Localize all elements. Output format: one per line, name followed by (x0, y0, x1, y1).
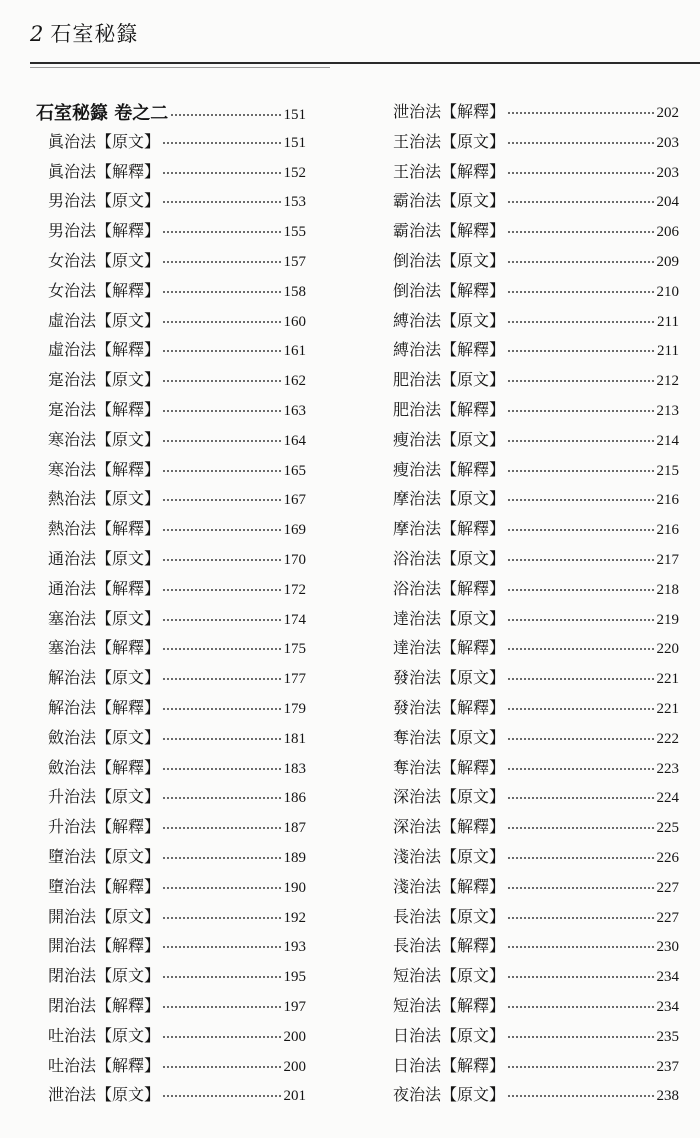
toc-entry[interactable] (36, 218, 306, 248)
toc-entry-page: 211 (657, 343, 679, 360)
toc-entry-page: 181 (283, 730, 306, 747)
toc-entry[interactable] (36, 933, 306, 963)
toc-entry[interactable] (393, 1023, 679, 1053)
toc-entry-page: 210 (656, 283, 679, 300)
toc-entry[interactable] (393, 516, 679, 546)
toc-entry-page: 174 (283, 611, 306, 628)
toc-entry-page: 238 (656, 1088, 679, 1105)
dot-leader (163, 1006, 280, 1008)
toc-entry[interactable] (393, 814, 679, 844)
toc-entry[interactable] (393, 486, 679, 516)
toc-entry-page: 160 (283, 313, 306, 330)
toc-entry[interactable] (36, 308, 306, 338)
dot-leader (508, 350, 654, 352)
toc-entry-page: 190 (283, 879, 306, 896)
toc-entry-page: 189 (283, 849, 306, 866)
toc-entry-title: 瘦治法【解釋】 (393, 459, 506, 479)
toc-entry-page: 186 (283, 790, 306, 807)
toc-entry-page: 187 (283, 820, 306, 837)
toc-entry-page: 215 (656, 462, 679, 479)
toc-entry[interactable] (393, 1082, 679, 1112)
toc-heading-page: 151 (283, 107, 306, 123)
toc-entry-title: 寒治法【解釋】 (48, 459, 161, 479)
toc-entry-page: 211 (657, 313, 679, 330)
toc-entry[interactable] (36, 546, 306, 576)
toc-entry[interactable] (393, 308, 679, 338)
toc-entry[interactable] (36, 725, 306, 755)
dot-leader (163, 350, 280, 352)
toc-entry-page: 179 (283, 700, 306, 717)
toc-entry-title: 達治法【解釋】 (393, 638, 506, 658)
toc-entry-page: 175 (283, 641, 306, 658)
toc-entry-title: 女治法【原文】 (48, 250, 161, 270)
toc-entry-title: 寔治法【解釋】 (48, 399, 161, 419)
toc-entry[interactable] (36, 665, 306, 695)
dot-leader (163, 827, 280, 829)
toc-entry-title: 男治法【解釋】 (48, 221, 161, 241)
dot-leader (508, 321, 654, 323)
toc-entry-title: 霸治法【原文】 (393, 191, 506, 211)
toc-entry-page: 165 (283, 462, 306, 479)
toc-entry-title: 泄治法【解釋】 (393, 102, 506, 121)
toc-entry[interactable] (36, 844, 306, 874)
toc-entry-title: 達治法【原文】 (393, 608, 506, 628)
dot-leader (163, 410, 280, 412)
dot-leader (508, 857, 653, 859)
toc-entry-title: 倒治法【解釋】 (393, 280, 506, 300)
toc-entry[interactable] (36, 874, 306, 904)
toc-entry-page: 209 (656, 253, 679, 270)
toc-entry-title: 泄治法【原文】 (48, 1085, 161, 1105)
toc-entry-title: 日治法【解釋】 (393, 1055, 506, 1075)
dot-leader (508, 678, 653, 680)
toc-entry-title: 通治法【原文】 (48, 548, 161, 568)
toc-entry-title: 霸治法【解釋】 (393, 221, 506, 241)
toc-entry-page: 203 (656, 134, 679, 151)
dot-leader (508, 648, 653, 650)
toc-entry-page: 216 (656, 492, 679, 509)
dot-leader (508, 1095, 653, 1097)
toc-entry-title: 斂治法【解釋】 (48, 757, 161, 777)
toc-entry-page: 221 (656, 671, 679, 688)
toc-entry[interactable] (393, 397, 679, 427)
dot-leader (508, 976, 653, 978)
toc-entry-title: 虛治法【原文】 (48, 310, 161, 330)
toc-entry-title: 開治法【原文】 (48, 906, 161, 926)
toc-entry-page: 169 (283, 522, 306, 539)
toc-entry[interactable] (36, 755, 306, 785)
dot-leader (163, 946, 280, 948)
toc-entry[interactable] (393, 427, 679, 457)
dot-leader (163, 529, 280, 531)
dot-leader (163, 172, 280, 174)
toc-entry[interactable] (36, 695, 306, 725)
header-rule-thin (30, 67, 330, 68)
dot-leader (508, 827, 653, 829)
toc-entry-page: 164 (283, 432, 306, 449)
toc-entry-title: 通治法【解釋】 (48, 578, 161, 598)
dot-leader (163, 321, 280, 323)
toc-entry[interactable] (393, 1053, 679, 1083)
toc-entry-page: 183 (283, 760, 306, 777)
toc-entry-page: 214 (656, 432, 679, 449)
toc-entry-title: 吐治法【原文】 (48, 1025, 161, 1045)
dot-leader (508, 1036, 653, 1038)
toc-entry[interactable] (36, 516, 306, 546)
toc-entry-title: 縛治法【解釋】 (393, 340, 506, 360)
toc-entry-page: 225 (656, 820, 679, 837)
toc-entry[interactable] (393, 218, 679, 248)
toc-entry-page: 234 (656, 998, 679, 1015)
toc-entry-title: 墮治法【解釋】 (48, 876, 161, 896)
toc-entry-title: 男治法【原文】 (48, 191, 161, 211)
toc-entry-title: 深治法【解釋】 (393, 817, 506, 837)
toc-entry[interactable] (393, 844, 679, 874)
toc-entry-title: 升治法【解釋】 (48, 817, 161, 837)
dot-leader (163, 1036, 280, 1038)
toc-entry-title: 夜治法【原文】 (393, 1085, 506, 1105)
toc-entry-page: 201 (283, 1088, 306, 1105)
toc-entry[interactable] (36, 129, 306, 159)
dot-leader (508, 589, 653, 591)
dot-leader (508, 559, 653, 561)
toc-entry-title: 摩治法【原文】 (393, 489, 506, 509)
dot-leader (508, 440, 653, 442)
toc-entry[interactable] (393, 874, 679, 904)
dot-leader (163, 619, 280, 621)
toc-entry-page: 212 (656, 373, 679, 390)
dot-leader (163, 708, 280, 710)
toc-entry-page: 162 (283, 373, 306, 390)
toc-entry[interactable] (36, 188, 306, 218)
toc-entry[interactable] (36, 635, 306, 665)
toc-entry-title: 閉治法【解釋】 (48, 995, 161, 1015)
toc-entry-page: 227 (656, 879, 679, 896)
toc-entry[interactable] (36, 159, 306, 189)
toc-entry[interactable] (393, 367, 679, 397)
toc-entry[interactable] (393, 993, 679, 1023)
dot-leader (163, 589, 280, 591)
toc-entry[interactable] (36, 367, 306, 397)
toc-entry[interactable] (393, 725, 679, 755)
toc-entry-title: 倒治法【原文】 (393, 250, 506, 270)
page-number: 2 (30, 22, 45, 46)
dot-leader (508, 499, 653, 501)
dot-leader (508, 797, 653, 799)
dot-leader (163, 499, 280, 501)
dot-leader (508, 619, 653, 621)
dot-leader (508, 1006, 653, 1008)
toc-entry-page: 230 (656, 939, 679, 956)
toc-entry-page: 177 (283, 671, 306, 688)
toc-entry-page: 213 (656, 402, 679, 419)
toc-entry-page: 234 (656, 969, 679, 986)
toc-entry[interactable] (393, 784, 679, 814)
toc-entry-page: 226 (656, 849, 679, 866)
dot-leader (508, 529, 653, 531)
toc-entry[interactable] (36, 1023, 306, 1053)
toc-entry-title: 虛治法【解釋】 (48, 340, 161, 360)
toc-entry-title: 發治法【解釋】 (393, 697, 506, 717)
toc-entry-title: 寒治法【原文】 (48, 429, 161, 449)
toc-entry-title: 日治法【原文】 (393, 1025, 506, 1045)
dot-leader (163, 1095, 280, 1097)
dot-leader (163, 648, 280, 650)
dot-leader (508, 470, 653, 472)
toc-entry-page: 172 (283, 581, 306, 598)
toc-entry[interactable] (393, 248, 679, 278)
toc-entry-title: 閉治法【原文】 (48, 966, 161, 986)
toc-entry-page: 200 (283, 1028, 306, 1045)
toc-entry[interactable] (393, 576, 679, 606)
dot-leader (163, 380, 280, 382)
dot-leader (508, 1066, 653, 1068)
toc-entry-page: 195 (283, 969, 306, 986)
toc-entry-page: 157 (283, 253, 306, 270)
toc-entry-page: 158 (283, 283, 306, 300)
toc-entry-page: 204 (656, 194, 679, 211)
dot-leader (163, 559, 280, 561)
toc-section-heading[interactable] (36, 99, 306, 129)
toc-entry-title: 短治法【原文】 (393, 966, 506, 986)
toc-entry-page: 219 (656, 611, 679, 628)
toc-entry-title: 長治法【解釋】 (393, 936, 506, 956)
toc-entry[interactable] (36, 814, 306, 844)
dot-leader (508, 291, 653, 293)
toc-entry-page: 163 (283, 402, 306, 419)
toc-entry[interactable] (36, 248, 306, 278)
book-title: 石室秘籙 (50, 22, 139, 46)
toc-column-right (393, 99, 679, 1112)
toc-entry-title: 長治法【原文】 (393, 906, 506, 926)
dot-leader (163, 440, 280, 442)
toc-entry[interactable] (393, 635, 679, 665)
toc-entry-title: 肥治法【原文】 (393, 370, 506, 390)
dot-leader (508, 708, 653, 710)
dot-leader (171, 114, 280, 116)
toc-entry[interactable] (393, 665, 679, 695)
toc-entry-page: 197 (283, 998, 306, 1015)
dot-leader (163, 291, 280, 293)
dot-leader (163, 142, 280, 144)
toc-entry-page: 227 (656, 909, 679, 926)
dot-leader (163, 887, 280, 889)
toc-entry-page: 192 (283, 909, 306, 926)
toc-entry[interactable] (36, 457, 306, 487)
toc-entry-title: 瘦治法【原文】 (393, 429, 506, 449)
toc-entry-title: 浴治法【解釋】 (393, 578, 506, 598)
toc-entry[interactable] (393, 933, 679, 963)
toc-entry[interactable] (36, 337, 306, 367)
toc-entry-title: 奪治法【解釋】 (393, 757, 506, 777)
toc-entry[interactable] (393, 159, 679, 189)
toc-entry-page: 161 (283, 343, 306, 360)
toc-entry-page: 217 (656, 551, 679, 568)
toc-entry[interactable] (393, 963, 679, 993)
toc-entry-title: 奪治法【原文】 (393, 727, 506, 747)
dot-leader (508, 142, 653, 144)
toc-entry-title: 寔治法【原文】 (48, 370, 161, 390)
toc-entry[interactable] (393, 129, 679, 159)
toc-entry-title: 眞治法【原文】 (48, 131, 161, 151)
running-header (30, 18, 138, 48)
toc-entry[interactable] (36, 606, 306, 636)
dot-leader (508, 887, 653, 889)
toc-entry-title: 解治法【解釋】 (48, 697, 161, 717)
toc-entry[interactable] (393, 755, 679, 785)
toc-entry-title: 發治法【原文】 (393, 668, 506, 688)
dot-leader (163, 470, 280, 472)
toc-heading-title: 石室秘籙 卷之二 (36, 103, 169, 124)
dot-leader (508, 946, 653, 948)
toc-entry[interactable] (36, 784, 306, 814)
dot-leader (163, 201, 280, 203)
toc-entry[interactable] (393, 337, 679, 367)
toc-entry[interactable] (393, 546, 679, 576)
toc-entry-title: 解治法【原文】 (48, 668, 161, 688)
toc-entry[interactable] (393, 904, 679, 934)
toc-entry-title: 淺治法【解釋】 (393, 876, 506, 896)
toc-entry[interactable] (393, 457, 679, 487)
toc-entry-title: 王治法【原文】 (393, 131, 506, 151)
dot-leader (508, 768, 653, 770)
toc-entry-title: 升治法【原文】 (48, 787, 161, 807)
toc-entry-page: 235 (656, 1028, 679, 1045)
toc-entry[interactable] (36, 1082, 306, 1112)
dot-leader (508, 410, 653, 412)
dot-leader (163, 1066, 280, 1068)
toc-entry-page: 193 (283, 939, 306, 956)
toc-entry-page: 206 (656, 224, 679, 241)
toc-entry-title: 吐治法【解釋】 (48, 1055, 161, 1075)
toc-entry-title: 摩治法【解釋】 (393, 519, 506, 539)
toc-entry[interactable] (36, 1053, 306, 1083)
toc-entry-title: 王治法【解釋】 (393, 161, 506, 181)
toc-entry-page: 224 (656, 790, 679, 807)
toc-entry-page: 152 (283, 164, 306, 181)
dot-leader (163, 768, 280, 770)
toc-entry-title: 斂治法【原文】 (48, 727, 161, 747)
toc-entry-page: 202 (656, 105, 679, 121)
dot-leader (508, 738, 653, 740)
toc-entry[interactable] (393, 606, 679, 636)
toc-entry-title: 塞治法【原文】 (48, 608, 161, 628)
dot-leader (508, 201, 653, 203)
toc-entry[interactable] (36, 993, 306, 1023)
dot-leader (163, 738, 280, 740)
header-rule (30, 62, 700, 64)
toc-entry-title: 塞治法【解釋】 (48, 638, 161, 658)
toc-entry-page: 222 (656, 730, 679, 747)
dot-leader (163, 797, 280, 799)
toc-entry-page: 153 (283, 194, 306, 211)
toc-entry-page: 155 (283, 224, 306, 241)
toc-entry-title: 女治法【解釋】 (48, 280, 161, 300)
dot-leader (508, 380, 653, 382)
toc-entry-page: 237 (656, 1058, 679, 1075)
toc-entry-page: 170 (283, 551, 306, 568)
toc-entry-title: 熱治法【原文】 (48, 489, 161, 509)
dot-leader (163, 261, 280, 263)
toc-entry-title: 墮治法【原文】 (48, 846, 161, 866)
toc-entry[interactable] (36, 278, 306, 308)
toc-entry-page: 203 (656, 164, 679, 181)
dot-leader (163, 231, 280, 233)
dot-leader (508, 112, 653, 114)
toc-entry[interactable] (36, 963, 306, 993)
toc-entry-page: 218 (656, 581, 679, 598)
toc-entry[interactable] (393, 695, 679, 725)
toc-entry-page: 216 (656, 522, 679, 539)
dot-leader (508, 231, 653, 233)
dot-leader (508, 261, 653, 263)
toc-entry-page: 151 (283, 134, 306, 151)
dot-leader (163, 857, 280, 859)
toc-column-left (36, 99, 306, 1112)
dot-leader (163, 917, 280, 919)
dot-leader (163, 976, 280, 978)
toc-entry[interactable] (36, 904, 306, 934)
toc-entry-title: 肥治法【解釋】 (393, 399, 506, 419)
toc-entry-page: 221 (656, 700, 679, 717)
toc-entry-title: 短治法【解釋】 (393, 995, 506, 1015)
toc-entry-page: 167 (283, 492, 306, 509)
toc-entry[interactable] (36, 427, 306, 457)
toc-entry-title: 縛治法【原文】 (393, 310, 506, 330)
dot-leader (163, 678, 280, 680)
toc-entry-title: 開治法【解釋】 (48, 936, 161, 956)
toc-entry-page: 200 (283, 1058, 306, 1075)
toc-entry[interactable] (393, 188, 679, 218)
toc-entry-title: 熱治法【解釋】 (48, 519, 161, 539)
toc-entry[interactable] (36, 576, 306, 606)
toc-entry[interactable] (36, 486, 306, 516)
toc-entry-page: 220 (656, 641, 679, 658)
dot-leader (508, 172, 653, 174)
toc-entry[interactable] (393, 278, 679, 308)
toc-entry-title: 深治法【原文】 (393, 787, 506, 807)
toc-entry-title: 淺治法【原文】 (393, 846, 506, 866)
toc-entry[interactable] (393, 99, 679, 129)
toc-entry-page: 223 (656, 760, 679, 777)
toc-entry-title: 眞治法【解釋】 (48, 161, 161, 181)
toc-entry-title: 浴治法【原文】 (393, 548, 506, 568)
dot-leader (508, 917, 653, 919)
toc-entry[interactable] (36, 397, 306, 427)
